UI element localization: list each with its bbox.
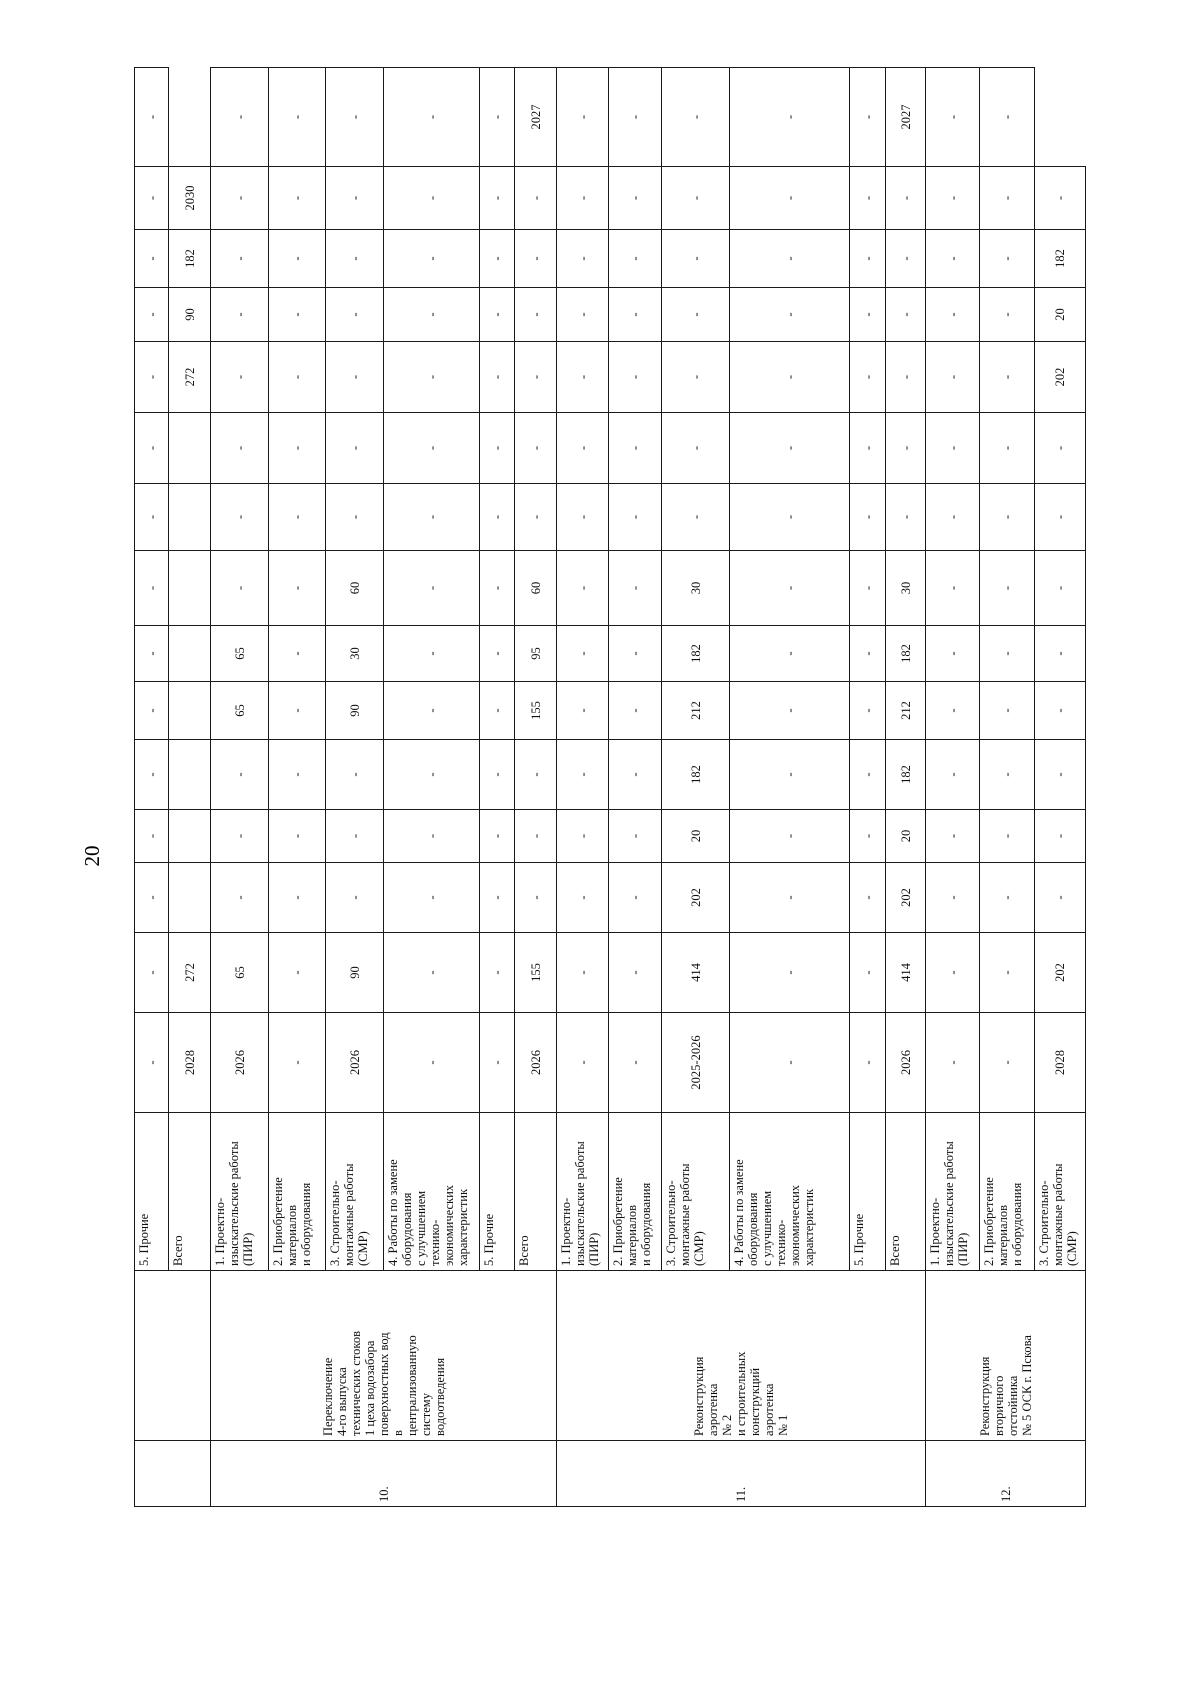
value-cell: -	[480, 863, 515, 933]
year-cell: -	[384, 1013, 480, 1113]
value-cell: -	[557, 810, 609, 863]
value-cell: -	[730, 342, 850, 413]
value-cell: -	[480, 413, 515, 484]
value-cell	[169, 810, 211, 863]
value-cell	[169, 413, 211, 484]
value-cell: -	[384, 626, 480, 682]
value-cell: -	[609, 288, 662, 342]
value-cell: -	[557, 342, 609, 413]
value-cell: -	[980, 484, 1035, 551]
value-cell: -	[480, 810, 515, 863]
value-cell: 95	[515, 626, 557, 682]
value-cell: -	[211, 167, 269, 230]
value-cell: 2027	[886, 68, 926, 167]
value-cell: -	[609, 342, 662, 413]
value-cell: -	[850, 484, 886, 551]
value-cell: 182	[662, 740, 730, 810]
value-cell: -	[662, 68, 730, 167]
project-name-cell: Переключение 4-го выпуска технических стоков 1 цеха водозабора поверхностных вод в централизованную систему водоотведения	[211, 1271, 557, 1441]
value-cell: -	[609, 413, 662, 484]
value-cell: -	[850, 288, 886, 342]
work-type-cell: Всего	[169, 1113, 211, 1271]
value-cell: -	[480, 167, 515, 230]
work-type-cell: 4. Работы по замене оборудования с улучшением технико- экономических характеристик	[384, 1113, 480, 1271]
value-cell: 182	[886, 626, 926, 682]
work-type-cell: 5. Прочие	[850, 1113, 886, 1271]
work-type-cell: Всего	[886, 1113, 926, 1271]
value-cell: -	[326, 740, 384, 810]
value-cell: -	[557, 230, 609, 288]
work-type-cell: 2. Приобретение материалов и оборудования	[609, 1113, 662, 1271]
total-cell: -	[480, 933, 515, 1013]
value-cell: -	[926, 740, 980, 810]
value-cell: 60	[326, 551, 384, 626]
value-cell: -	[384, 230, 480, 288]
value-cell: -	[730, 863, 850, 933]
value-cell: -	[886, 413, 926, 484]
value-cell: -	[269, 68, 326, 167]
value-cell: -	[730, 484, 850, 551]
value-cell: -	[269, 167, 326, 230]
total-cell: -	[557, 933, 609, 1013]
value-cell: 20	[662, 810, 730, 863]
work-type-cell: 2. Приобретение материалов и оборудования	[980, 1113, 1035, 1271]
value-cell: -	[1035, 551, 1086, 626]
value-cell: -	[480, 230, 515, 288]
value-cell: -	[269, 551, 326, 626]
value-cell: -	[135, 484, 169, 551]
total-cell: 272	[169, 933, 211, 1013]
value-cell: -	[135, 413, 169, 484]
value-cell: -	[211, 288, 269, 342]
project-name-cell: Реконструкция вторичного отстойника № 5 ОСК г. Пскова	[926, 1271, 1086, 1441]
value-cell: -	[480, 740, 515, 810]
value-cell: -	[850, 682, 886, 740]
project-name-cell: Реконструкция аэротенка № 2 и строительных конструкций аэротенка № 1	[557, 1271, 926, 1441]
value-cell: 212	[662, 682, 730, 740]
value-cell: -	[480, 626, 515, 682]
value-cell: -	[269, 342, 326, 413]
value-cell: -	[384, 68, 480, 167]
value-cell: -	[269, 413, 326, 484]
year-cell: -	[557, 1013, 609, 1113]
value-cell: 155	[515, 682, 557, 740]
value-cell: 65	[211, 626, 269, 682]
value-cell: -	[850, 551, 886, 626]
value-cell: 65	[211, 682, 269, 740]
work-type-cell: 5. Прочие	[480, 1113, 515, 1271]
value-cell: -	[480, 342, 515, 413]
value-cell: -	[211, 863, 269, 933]
value-cell: 182	[886, 740, 926, 810]
value-cell: -	[926, 288, 980, 342]
value-cell: 202	[1035, 342, 1086, 413]
value-cell: -	[326, 863, 384, 933]
value-cell: -	[557, 863, 609, 933]
value-cell: -	[1035, 682, 1086, 740]
total-cell: -	[384, 933, 480, 1013]
value-cell: -	[326, 484, 384, 551]
value-cell: -	[515, 288, 557, 342]
value-cell: -	[730, 551, 850, 626]
value-cell: -	[980, 740, 1035, 810]
value-cell: -	[557, 626, 609, 682]
value-cell: -	[515, 342, 557, 413]
row-number-cell: 11.	[557, 1441, 926, 1507]
value-cell: 202	[886, 863, 926, 933]
value-cell: -	[211, 68, 269, 167]
total-cell: -	[730, 933, 850, 1013]
value-cell: -	[730, 810, 850, 863]
value-cell: -	[730, 740, 850, 810]
value-cell: -	[135, 230, 169, 288]
value-cell: -	[269, 484, 326, 551]
value-cell: -	[980, 342, 1035, 413]
value-cell	[169, 682, 211, 740]
year-cell: -	[980, 1013, 1035, 1113]
value-cell: -	[269, 626, 326, 682]
value-cell: -	[886, 484, 926, 551]
value-cell: -	[926, 167, 980, 230]
value-cell: -	[326, 810, 384, 863]
value-cell: 90	[326, 682, 384, 740]
value-cell: -	[557, 740, 609, 810]
year-cell: 2026	[326, 1013, 384, 1113]
value-cell: -	[980, 288, 1035, 342]
year-cell: -	[269, 1013, 326, 1113]
value-cell: -	[211, 484, 269, 551]
table-row	[135, 68, 169, 1507]
value-cell: -	[886, 288, 926, 342]
value-cell: -	[515, 484, 557, 551]
value-cell: -	[662, 413, 730, 484]
value-cell: -	[609, 230, 662, 288]
page-number: 20	[80, 845, 104, 867]
work-type-cell: 1. Проектно- изыскательские работы (ПИР)	[926, 1113, 980, 1271]
value-cell: -	[1035, 740, 1086, 810]
value-cell: 272	[169, 342, 211, 413]
total-cell: 90	[326, 933, 384, 1013]
value-cell: -	[1035, 484, 1086, 551]
value-cell: -	[211, 413, 269, 484]
value-cell: -	[850, 626, 886, 682]
year-cell: 2026	[886, 1013, 926, 1113]
work-type-cell: 4. Работы по замене оборудования с улучшением технико- экономических характеристик	[730, 1113, 850, 1271]
year-cell: 2028	[169, 1013, 211, 1113]
value-cell: -	[980, 413, 1035, 484]
value-cell: -	[886, 230, 926, 288]
value-cell: -	[384, 167, 480, 230]
value-cell: -	[926, 551, 980, 626]
value-cell: -	[886, 167, 926, 230]
value-cell: -	[730, 682, 850, 740]
value-cell	[169, 484, 211, 551]
total-cell: 65	[211, 933, 269, 1013]
value-cell: -	[211, 342, 269, 413]
value-cell: -	[211, 740, 269, 810]
total-cell: 155	[515, 933, 557, 1013]
value-cell: -	[730, 626, 850, 682]
value-cell: -	[980, 682, 1035, 740]
value-cell: -	[609, 740, 662, 810]
table-row	[926, 68, 980, 1507]
value-cell: -	[926, 413, 980, 484]
value-cell: -	[609, 68, 662, 167]
value-cell: -	[515, 230, 557, 288]
value-cell: 182	[662, 626, 730, 682]
value-cell: 182	[1035, 230, 1086, 288]
value-cell	[169, 551, 211, 626]
value-cell: -	[211, 551, 269, 626]
value-cell: -	[480, 551, 515, 626]
value-cell: 202	[662, 863, 730, 933]
total-cell: 202	[1035, 933, 1086, 1013]
project-name-cell	[135, 1271, 211, 1441]
row-number-cell: 10.	[211, 1441, 557, 1507]
total-cell: -	[269, 933, 326, 1013]
year-cell: -	[135, 1013, 169, 1113]
value-cell: -	[850, 68, 886, 167]
value-cell: -	[211, 230, 269, 288]
row-number-cell: 12.	[926, 1441, 1086, 1507]
value-cell: -	[1035, 167, 1086, 230]
rotated-table-wrapper	[134, 67, 1086, 1507]
value-cell: -	[135, 68, 169, 167]
value-cell: -	[557, 484, 609, 551]
value-cell: -	[662, 484, 730, 551]
value-cell: -	[384, 288, 480, 342]
work-type-cell: 3. Строительно- монтажные работы (СМР)	[662, 1113, 730, 1271]
value-cell: -	[557, 682, 609, 740]
value-cell: -	[850, 167, 886, 230]
total-cell: -	[926, 933, 980, 1013]
year-cell: 2026	[211, 1013, 269, 1113]
value-cell: -	[384, 740, 480, 810]
value-cell: -	[926, 484, 980, 551]
value-cell: -	[135, 167, 169, 230]
value-cell: -	[135, 740, 169, 810]
value-cell: -	[730, 413, 850, 484]
value-cell: -	[730, 68, 850, 167]
value-cell: -	[980, 167, 1035, 230]
value-cell: 30	[662, 551, 730, 626]
value-cell: -	[480, 682, 515, 740]
value-cell: -	[850, 342, 886, 413]
value-cell: -	[384, 810, 480, 863]
total-cell: 414	[886, 933, 926, 1013]
work-type-cell: 3. Строительно- монтажные работы (СМР)	[326, 1113, 384, 1271]
value-cell: -	[135, 288, 169, 342]
value-cell: -	[926, 863, 980, 933]
value-cell: 2030	[169, 167, 211, 230]
value-cell: -	[609, 167, 662, 230]
value-cell: -	[384, 342, 480, 413]
value-cell: -	[269, 230, 326, 288]
value-cell: -	[384, 863, 480, 933]
value-cell: -	[480, 68, 515, 167]
work-type-cell: Всего	[515, 1113, 557, 1271]
value-cell: 2027	[515, 68, 557, 167]
total-cell: -	[609, 933, 662, 1013]
value-cell: -	[609, 626, 662, 682]
value-cell	[169, 863, 211, 933]
value-cell: -	[1035, 863, 1086, 933]
value-cell: -	[269, 863, 326, 933]
value-cell: -	[557, 551, 609, 626]
value-cell: -	[480, 288, 515, 342]
value-cell: -	[662, 167, 730, 230]
value-cell: 60	[515, 551, 557, 626]
value-cell: -	[662, 230, 730, 288]
value-cell: 212	[886, 682, 926, 740]
value-cell	[169, 740, 211, 810]
value-cell: -	[926, 68, 980, 167]
value-cell: -	[609, 551, 662, 626]
value-cell: -	[609, 682, 662, 740]
value-cell: -	[980, 551, 1035, 626]
value-cell: -	[557, 167, 609, 230]
year-cell: 2028	[1035, 1013, 1086, 1113]
value-cell: -	[557, 68, 609, 167]
value-cell: -	[926, 810, 980, 863]
value-cell: -	[384, 551, 480, 626]
value-cell: -	[850, 740, 886, 810]
value-cell: 20	[1035, 288, 1086, 342]
value-cell: -	[326, 342, 384, 413]
value-cell: -	[926, 230, 980, 288]
value-cell: -	[326, 413, 384, 484]
value-cell: -	[730, 167, 850, 230]
value-cell: -	[609, 484, 662, 551]
table-row	[557, 68, 609, 1507]
row-number-cell	[135, 1441, 211, 1507]
value-cell: -	[850, 810, 886, 863]
value-cell: 182	[169, 230, 211, 288]
work-type-cell: 1. Проектно- изыскательские работы (ПИР)	[557, 1113, 609, 1271]
value-cell: -	[515, 413, 557, 484]
total-cell: -	[135, 933, 169, 1013]
value-cell: -	[926, 682, 980, 740]
value-cell: -	[269, 740, 326, 810]
value-cell: -	[1035, 810, 1086, 863]
value-cell: -	[384, 484, 480, 551]
value-cell: -	[269, 288, 326, 342]
value-cell: -	[211, 810, 269, 863]
value-cell: -	[850, 863, 886, 933]
investment-program-table	[134, 67, 1086, 1507]
value-cell: -	[980, 230, 1035, 288]
value-cell: -	[886, 342, 926, 413]
value-cell	[169, 626, 211, 682]
value-cell: -	[926, 626, 980, 682]
value-cell: -	[557, 288, 609, 342]
year-cell: -	[850, 1013, 886, 1113]
value-cell: -	[557, 413, 609, 484]
value-cell: -	[515, 810, 557, 863]
value-cell: -	[135, 626, 169, 682]
value-cell: -	[135, 810, 169, 863]
value-cell: -	[662, 288, 730, 342]
total-cell: -	[850, 933, 886, 1013]
value-cell: -	[980, 810, 1035, 863]
work-type-cell: 5. Прочие	[135, 1113, 169, 1271]
value-cell: -	[384, 682, 480, 740]
value-cell: -	[980, 626, 1035, 682]
value-cell: -	[515, 167, 557, 230]
value-cell: -	[980, 863, 1035, 933]
value-cell: -	[662, 342, 730, 413]
value-cell: 90	[169, 288, 211, 342]
table-row	[211, 68, 269, 1507]
value-cell: -	[326, 68, 384, 167]
value-cell: -	[850, 230, 886, 288]
value-cell: -	[135, 551, 169, 626]
value-cell: -	[730, 230, 850, 288]
value-cell: -	[269, 810, 326, 863]
value-cell: -	[326, 167, 384, 230]
year-cell: 2025-2026	[662, 1013, 730, 1113]
value-cell: -	[515, 863, 557, 933]
year-cell: 2026	[515, 1013, 557, 1113]
value-cell: -	[326, 230, 384, 288]
year-cell: -	[480, 1013, 515, 1113]
value-cell: -	[609, 810, 662, 863]
year-cell: -	[609, 1013, 662, 1113]
value-cell: -	[326, 288, 384, 342]
value-cell: -	[609, 863, 662, 933]
value-cell: -	[730, 288, 850, 342]
value-cell: -	[1035, 413, 1086, 484]
work-type-cell: 2. Приобретение материалов и оборудования	[269, 1113, 326, 1271]
value-cell: -	[480, 484, 515, 551]
work-type-cell: 1. Проектно- изыскательские работы (ПИР)	[211, 1113, 269, 1271]
value-cell: 30	[886, 551, 926, 626]
value-cell: -	[269, 682, 326, 740]
total-cell: -	[980, 933, 1035, 1013]
value-cell: -	[384, 413, 480, 484]
value-cell: -	[135, 863, 169, 933]
value-cell: -	[926, 342, 980, 413]
work-type-cell: 3. Строительно- монтажные работы (СМР)	[1035, 1113, 1086, 1271]
value-cell: -	[1035, 626, 1086, 682]
value-cell: -	[515, 740, 557, 810]
value-cell: 30	[326, 626, 384, 682]
value-cell: -	[135, 342, 169, 413]
value-cell: -	[850, 413, 886, 484]
value-cell: 20	[886, 810, 926, 863]
total-cell: 414	[662, 933, 730, 1013]
year-cell: -	[926, 1013, 980, 1113]
value-cell: -	[135, 682, 169, 740]
year-cell: -	[730, 1013, 850, 1113]
value-cell: -	[980, 68, 1035, 167]
